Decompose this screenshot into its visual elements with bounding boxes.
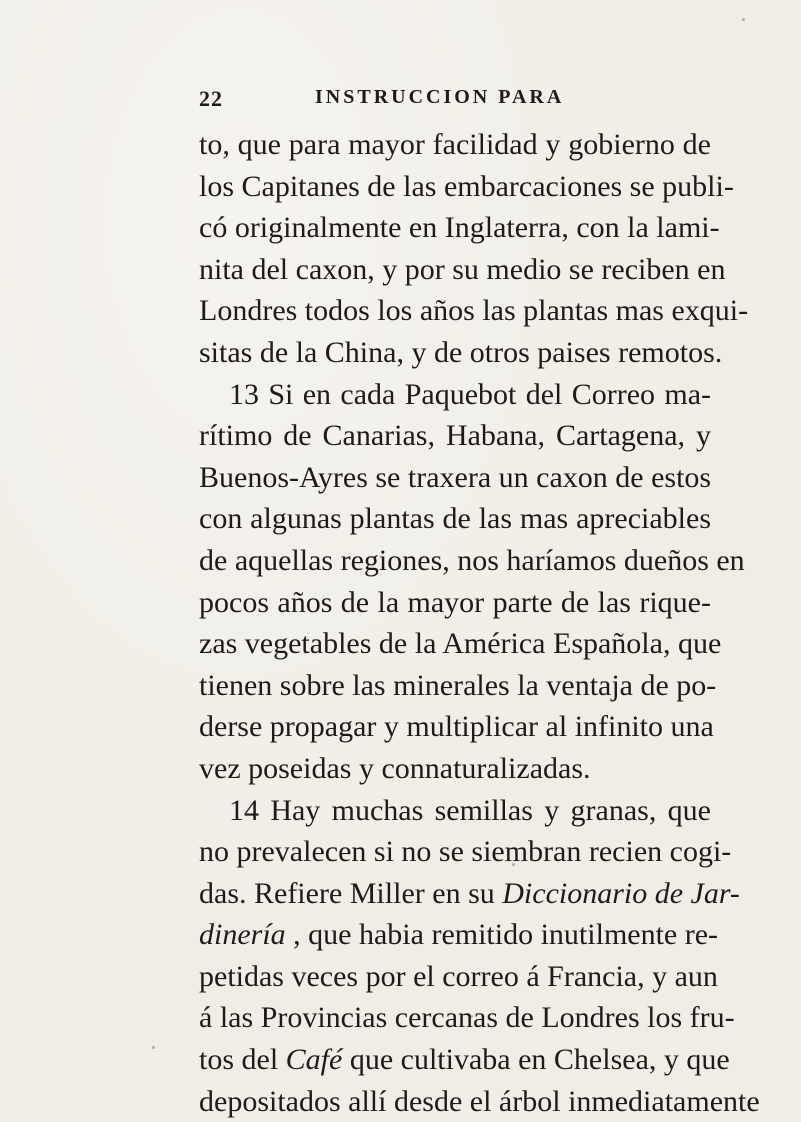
text-line: vez poseidas y connaturalizadas.	[199, 751, 591, 785]
text-line: no prevalecen si no se siembran recien cogi-	[199, 835, 732, 869]
text-segment: das. Refiere Miller en su	[199, 876, 495, 910]
text-line-with-title	[199, 914, 719, 956]
paper-speck	[512, 863, 515, 866]
text-line: nita del caxon, y por su medio se reciben en	[199, 252, 726, 286]
body-text	[199, 124, 760, 1122]
running-title: INSTRUCCION PARA	[315, 86, 565, 108]
text-segment: , que habia remitido inutilmente re-	[293, 918, 719, 952]
text-line: derse propagar y multiplicar al infinito una	[199, 710, 714, 744]
page-number: 22	[199, 86, 223, 111]
paper-speck	[152, 1046, 155, 1049]
text-line: Buenos-Ayres se traxera un caxon de estos	[199, 460, 712, 494]
text-segment: tos del	[199, 1043, 279, 1077]
text-line: Londres todos los años las plantas mas exqui-	[199, 294, 749, 328]
text-line: to, que para mayor facilidad y gobierno de	[199, 128, 711, 161]
text-line: los Capitanes de las embarcaciones se publi-	[199, 169, 734, 203]
text-line: depositados allí desde el árbol inmediatamente	[199, 1084, 760, 1118]
text-line: tienen sobre las minerales la ventaja de po-	[199, 668, 717, 702]
book-title-italic: Diccionario de Jar-	[502, 876, 740, 910]
text-line: rítimo de Canarias, Habana, Cartagena, y	[199, 419, 711, 453]
text-line-with-italic	[199, 1039, 730, 1081]
paragraph-13-start: 13 Si en cada Paquebot del Correo ma-	[229, 377, 711, 411]
text-line: có originalmente en Inglaterra, con la lami-	[199, 211, 720, 245]
text-line: zas vegetables de la América Española, que	[199, 627, 722, 661]
running-head	[0, 86, 801, 118]
text-line: con algunas plantas de las mas apreciables	[199, 502, 711, 536]
book-title-italic: dinería	[199, 918, 286, 952]
cafe-italic: Café	[285, 1043, 343, 1077]
text-line-with-title	[199, 873, 740, 915]
paper-speck	[742, 18, 745, 21]
text-line: á las Provincias cercanas de Londres los fru-	[199, 1001, 735, 1035]
paragraph-14-start: 14 Hay muchas semillas y granas, que	[229, 793, 711, 827]
text-line: petidas veces por el correo á Francia, y aun	[199, 959, 718, 993]
paper-speck	[470, 1015, 473, 1018]
text-segment: que cultivaba en Chelsea, y que	[349, 1043, 730, 1077]
text-line: de aquellas regiones, nos haríamos dueños en	[199, 543, 745, 577]
text-line: pocos años de la mayor parte de las rique-	[199, 585, 711, 619]
text-line: sitas de la China, y de otros paises remotos.	[199, 335, 723, 369]
